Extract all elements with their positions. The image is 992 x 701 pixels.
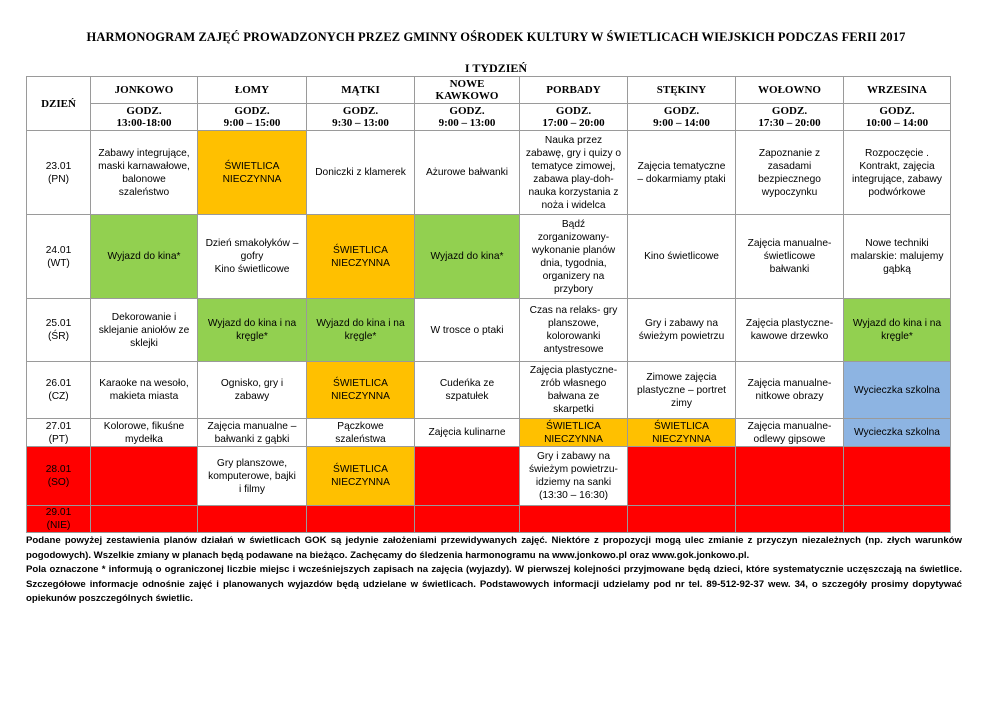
cell-text-line: ŚWIETLICA: [654, 420, 709, 432]
place-header: MĄTKI: [307, 77, 415, 104]
activity-cell: [91, 447, 198, 506]
day-weekday: (PT): [48, 433, 69, 445]
cell-text-line: kręgle*: [881, 331, 913, 342]
cell-text-line: Zajęcia tematyczne: [637, 160, 726, 172]
cell-text-line: GODZ.: [449, 105, 485, 117]
activity-cell: [198, 362, 307, 419]
activity-cell: [628, 215, 736, 299]
cell-text-line: GODZ.: [663, 105, 700, 117]
cell-text-line: świetlicowe: [763, 251, 816, 262]
activity-cell: [844, 447, 951, 506]
activity-cell: [844, 362, 951, 419]
cell-text-line: dnia, tygodnia,: [540, 257, 607, 269]
cell-text-line: Gry i zabawy na: [536, 451, 611, 462]
cell-text-line: Gry planszowe,: [216, 457, 288, 469]
table-row: [27, 362, 951, 419]
cell-text-line: – dokarmiamy ptaki: [637, 173, 726, 185]
cell-text-line: Cudeńka ze: [439, 378, 495, 389]
table-row: [27, 131, 951, 215]
cell-text-line: sklejanie aniołów ze: [98, 324, 190, 336]
day-weekday: (ŚR): [48, 331, 69, 342]
hours-header: [736, 104, 844, 131]
activity-cell: [415, 362, 520, 419]
place-header: ŁOMY: [198, 77, 307, 104]
cell-text-line: Zajęcia manualne-: [747, 238, 832, 249]
cell-text-line: GODZ.: [342, 105, 379, 117]
hours-header: [520, 104, 628, 131]
cell-text-line: świeżym powietrzu: [638, 331, 725, 342]
cell-text-line: Wyjazd do kina i na: [316, 318, 405, 329]
activity-cell: [520, 215, 628, 299]
cell-text-line: Zajęcia manualne-: [747, 420, 832, 432]
activity-cell: [415, 447, 520, 506]
activity-cell: [520, 131, 628, 215]
cell-text-line: Czas na relaks- gry: [529, 305, 618, 316]
activity-cell: [307, 419, 415, 447]
activity-cell: [307, 299, 415, 362]
cell-text-line: 9:30 – 13:00: [332, 117, 389, 129]
cell-text-line: skarpetki: [553, 404, 594, 415]
cell-text-line: KAWKOWO: [435, 90, 499, 102]
day-weekday: (CZ): [48, 391, 69, 402]
schedule-table: [26, 76, 951, 533]
cell-text-line: kręgle*: [236, 331, 268, 342]
cell-text-line: Rozpoczęcie .: [865, 147, 929, 159]
cell-text-line: Ażurowe bałwanki: [425, 167, 509, 178]
cell-text-line: ŚWIETLICA: [333, 464, 388, 475]
place-header: JONKOWO: [91, 77, 198, 104]
day-cell: [27, 299, 91, 362]
week-heading: I TYDZIEŃ: [464, 61, 528, 75]
cell-text-line: Kino świetlicowe: [644, 251, 719, 262]
cell-text-line: zabawy: [234, 391, 270, 402]
cell-text-line: Zapoznanie z: [758, 147, 821, 159]
cell-text-line: integrujące, zabawy: [851, 173, 943, 185]
cell-text-line: Doniczki z klamerek: [315, 167, 406, 178]
cell-text-line: szaleństwa: [335, 433, 386, 445]
cell-text-line: Zajęcia plastyczne-: [745, 318, 834, 329]
day-weekday: (SO): [47, 477, 70, 488]
cell-text-line: Zajęcia manualne –: [207, 420, 297, 432]
activity-cell: [628, 299, 736, 362]
activity-cell: [736, 506, 844, 533]
cell-text-line: Wyjazd do kina i na: [207, 318, 297, 329]
cell-text-line: NIECZYNNA: [331, 257, 390, 269]
cell-text-line: świeżym powietrzu-: [529, 464, 618, 475]
activity-cell: [91, 131, 198, 215]
cell-text-line: maski karnawałowe,: [98, 160, 190, 172]
cell-text-line: Bądź: [561, 218, 586, 230]
cell-text-line: 17:30 – 20:00: [758, 117, 821, 129]
activity-cell: [198, 215, 307, 299]
cell-text-line: 9:00 – 13:00: [438, 117, 496, 129]
cell-text-line: 17:00 – 20:00: [542, 117, 605, 129]
activity-cell: [628, 447, 736, 506]
activity-cell: [844, 419, 951, 447]
cell-text-line: ŚWIETLICA: [224, 160, 280, 172]
cell-text-line: Zajęcia plastyczne-: [529, 365, 618, 376]
cell-text-line: balonowe: [122, 173, 166, 185]
cell-text-line: Nowe techniki: [865, 238, 929, 249]
place-header: STĘKINY: [628, 77, 736, 104]
day-cell: [27, 362, 91, 419]
cell-text-line: 13:00-18:00: [116, 117, 172, 129]
cell-text-line: mydełka: [125, 433, 163, 445]
footer-paragraph: Podane powyżej zestawienia planów działań w świetlicach GOK są jedynie założeniami przewidywanych zajęć. Niektóre z propozycji mogą ulec zmianie z przyczyn niezależnych (np. złych warunków pogodowych). Wszelkie zmiany w planach będą podawane na bieżąco. Zachęcamy do śledzenia harmonogramu na www.jonkowo.pl oraz www.gok.jonkowo.pl.: [26, 535, 962, 561]
activity-cell: [520, 506, 628, 533]
cell-text-line: ŚWIETLICA: [333, 378, 388, 389]
activity-cell: [628, 506, 736, 533]
activity-cell: [91, 506, 198, 533]
cell-text-line: Dekorowanie i: [111, 311, 177, 323]
cell-text-line: Pączkowe: [337, 420, 384, 432]
hours-header: [628, 104, 736, 131]
place-header: WOŁOWNO: [736, 77, 844, 104]
hours-header: [307, 104, 415, 131]
cell-text-line: kręgle*: [344, 331, 377, 342]
cell-text-line: zabawę, gry i quizy o: [525, 147, 622, 159]
cell-text-line: malarskie: malujemy: [850, 251, 944, 262]
cell-text-line: GODZ.: [234, 105, 270, 117]
activity-cell: [736, 131, 844, 215]
cell-text-line: planszowe,: [548, 318, 599, 329]
cell-text-line: nauka korzystania z: [528, 186, 619, 198]
activity-cell: [198, 299, 307, 362]
activity-cell: [307, 447, 415, 506]
cell-text-line: zabawa play-doh-: [533, 173, 614, 185]
activity-cell: [415, 299, 520, 362]
cell-text-line: Nauka przez: [544, 134, 603, 146]
cell-text-line: Wyjazd do kina*: [430, 251, 504, 262]
activity-cell: [91, 299, 198, 362]
footer-paragraph: Pola oznaczone * informują o ograniczonej liczbie miejsc i wcześniejszych zapisach na zajęcia (wyjazdy). W pierwszej kolejności przyjmowane będą dzieci, które systematycznie uczęszczają na świetlice. Szczegółowe informacje odnośnie zajęć i planowanych wyjazdów będą udzielane w świetlicach. Podstawowych informacji udzielamy pod nr tel. 89-512-92-37 wew. 34, o szczegóły prosimy dopytywać opiekunów poszczególnych świetlic.: [26, 564, 962, 604]
cell-text-line: zimy: [671, 397, 692, 409]
cell-text-line: Dzień smakołyków –: [205, 238, 299, 249]
cell-text-line: organizery na: [542, 270, 605, 282]
cell-text-line: bałwana ze: [547, 391, 600, 402]
cell-text-line: kawowe drzewko: [750, 331, 829, 342]
cell-text-line: antystresowe: [543, 344, 604, 355]
cell-text-line: GODZ.: [771, 105, 808, 117]
cell-text-line: Zabawy integrujące,: [98, 147, 190, 159]
day-cell: [27, 131, 91, 215]
cell-text-line: Kino świetlicowe: [214, 264, 290, 275]
activity-cell: [307, 215, 415, 299]
activity-cell: [736, 447, 844, 506]
activity-cell: [520, 419, 628, 447]
activity-cell: [91, 215, 198, 299]
cell-text-line: NOWE: [449, 78, 485, 90]
cell-text-line: (13:30 – 16:30): [538, 490, 609, 501]
place-header: [415, 77, 520, 104]
cell-text-line: nitkowe obrazy: [755, 391, 824, 402]
table-row: [27, 506, 951, 533]
hours-header: [198, 104, 307, 131]
table-row: [27, 447, 951, 506]
cell-text-line: zrób własnego: [540, 378, 607, 389]
cell-text-line: NIECZYNNA: [222, 173, 282, 185]
cell-text-line: odlewy gipsowe: [753, 433, 826, 445]
cell-text-line: Zimowe zajęcia: [646, 371, 717, 383]
activity-cell: [844, 506, 951, 533]
cell-text-line: Ognisko, gry i: [220, 378, 284, 389]
cell-text-line: Kolorowe, fikuśne: [103, 420, 185, 432]
cell-text-line: gąbką: [883, 264, 911, 275]
cell-text-line: Kontrakt, zajęcia: [859, 160, 935, 172]
cell-text-line: plastyczne – portret: [637, 384, 726, 396]
activity-cell: [307, 506, 415, 533]
cell-text-line: bałwanki: [769, 264, 810, 275]
activity-cell: [307, 362, 415, 419]
activity-cell: [415, 215, 520, 299]
day-date: 25.01: [45, 318, 72, 329]
cell-text-line: Zajęcia manualne-: [747, 378, 832, 389]
day-cell: [27, 447, 91, 506]
table-row: [27, 215, 951, 299]
cell-text-line: ŚWIETLICA: [546, 420, 601, 432]
day-date: 27.01: [45, 420, 72, 432]
hours-header: [844, 104, 951, 131]
cell-text-line: NIECZYNNA: [652, 433, 711, 445]
cell-text-line: komputerowe, bajki: [208, 470, 296, 482]
activity-cell: [520, 299, 628, 362]
cell-text-line: W trosce o ptaki: [430, 324, 504, 336]
activity-cell: [91, 419, 198, 447]
cell-text-line: szaleństwo: [118, 186, 170, 198]
activity-cell: [736, 299, 844, 362]
table-row: [27, 299, 951, 362]
activity-cell: [736, 215, 844, 299]
cell-text-line: NIECZYNNA: [331, 477, 390, 488]
footer-notes: [26, 534, 962, 607]
day-cell: [27, 506, 91, 533]
activity-cell: [520, 362, 628, 419]
cell-text-line: wypoczynku: [761, 186, 818, 198]
cell-text-line: Wyjazd do kina*: [107, 251, 181, 262]
activity-cell: [415, 506, 520, 533]
place-header: PORBADY: [520, 77, 628, 104]
cell-text-line: 10:00 – 14:00: [865, 117, 929, 129]
activity-cell: [844, 215, 951, 299]
cell-text-line: Wycieczka szkolna: [854, 427, 940, 438]
day-date: 26.01: [45, 378, 72, 389]
activity-cell: [198, 131, 307, 215]
cell-text-line: 9:00 – 14:00: [653, 117, 710, 129]
day-cell: [27, 419, 91, 447]
cell-text-line: bezpiecznego: [758, 173, 821, 185]
day-date: 23.01: [45, 160, 72, 172]
activity-cell: [91, 362, 198, 419]
activity-cell: [415, 419, 520, 447]
cell-text-line: NIECZYNNA: [544, 433, 603, 445]
cell-text-line: gofry: [240, 251, 264, 262]
activity-cell: [844, 131, 951, 215]
activity-cell: [415, 131, 520, 215]
cell-text-line: wykonanie planów: [531, 244, 616, 256]
table-row: [27, 419, 951, 447]
activity-cell: [628, 131, 736, 215]
cell-text-line: ŚWIETLICA: [333, 244, 388, 256]
cell-text-line: Zajęcia kulinarne: [428, 427, 506, 438]
activity-cell: [844, 299, 951, 362]
cell-text-line: Wycieczka szkolna: [854, 384, 940, 396]
cell-text-line: makieta miasta: [109, 391, 179, 402]
cell-text-line: Wyjazd do kina i na: [852, 318, 942, 329]
cell-text-line: zasadami: [767, 160, 812, 172]
cell-text-line: bałwanki z gąbki: [214, 433, 290, 445]
document-title: HARMONOGRAM ZAJĘĆ PROWADZONYCH PRZEZ GMINNY OŚRODEK KULTURY W ŚWIETLICACH WIEJSKICH PODCZAS FERII 2017: [86, 30, 906, 44]
header-row-places: [27, 77, 951, 104]
day-weekday: (NIE): [46, 520, 71, 531]
cell-text-line: NIECZYNNA: [331, 391, 390, 402]
day-date: 28.01: [45, 464, 72, 475]
day-cell: [27, 215, 91, 299]
activity-cell: [628, 362, 736, 419]
place-header: WRZESINA: [844, 77, 951, 104]
cell-text-line: GODZ.: [879, 105, 915, 117]
cell-text-line: GODZ.: [126, 105, 162, 117]
cell-text-line: idziemy na sanki: [535, 477, 612, 488]
cell-text-line: kolorowanki: [546, 331, 601, 342]
cell-text-line: Karaoke na wesoło,: [99, 378, 189, 389]
activity-cell: [198, 506, 307, 533]
day-weekday: (PN): [48, 173, 69, 185]
activity-cell: [307, 131, 415, 215]
cell-text-line: przybory: [553, 283, 594, 295]
hours-header: [415, 104, 520, 131]
cell-text-line: 9:00 – 15:00: [223, 117, 281, 129]
activity-cell: [198, 447, 307, 506]
day-date: 24.01: [45, 244, 72, 256]
activity-cell: [736, 419, 844, 447]
activity-cell: [628, 419, 736, 447]
hours-header: [91, 104, 198, 131]
cell-text-line: sklejki: [130, 337, 158, 349]
cell-text-line: szpatułek: [445, 391, 489, 402]
cell-text-line: noża i widelca: [541, 199, 606, 211]
day-weekday: (WT): [47, 257, 70, 269]
cell-text-line: GODZ.: [555, 105, 592, 117]
cell-text-line: podwórkowe: [868, 186, 926, 198]
day-date: 29.01: [45, 507, 72, 518]
activity-cell: [736, 362, 844, 419]
day-column-header: DZIEŃ: [27, 77, 91, 131]
cell-text-line: zorganizowany-: [537, 231, 610, 243]
cell-text-line: tematyce zimowej,: [531, 160, 616, 172]
header-row-hours: [27, 104, 951, 131]
cell-text-line: Gry i zabawy na: [644, 318, 719, 329]
cell-text-line: i filmy: [238, 483, 266, 495]
activity-cell: [198, 419, 307, 447]
activity-cell: [520, 447, 628, 506]
